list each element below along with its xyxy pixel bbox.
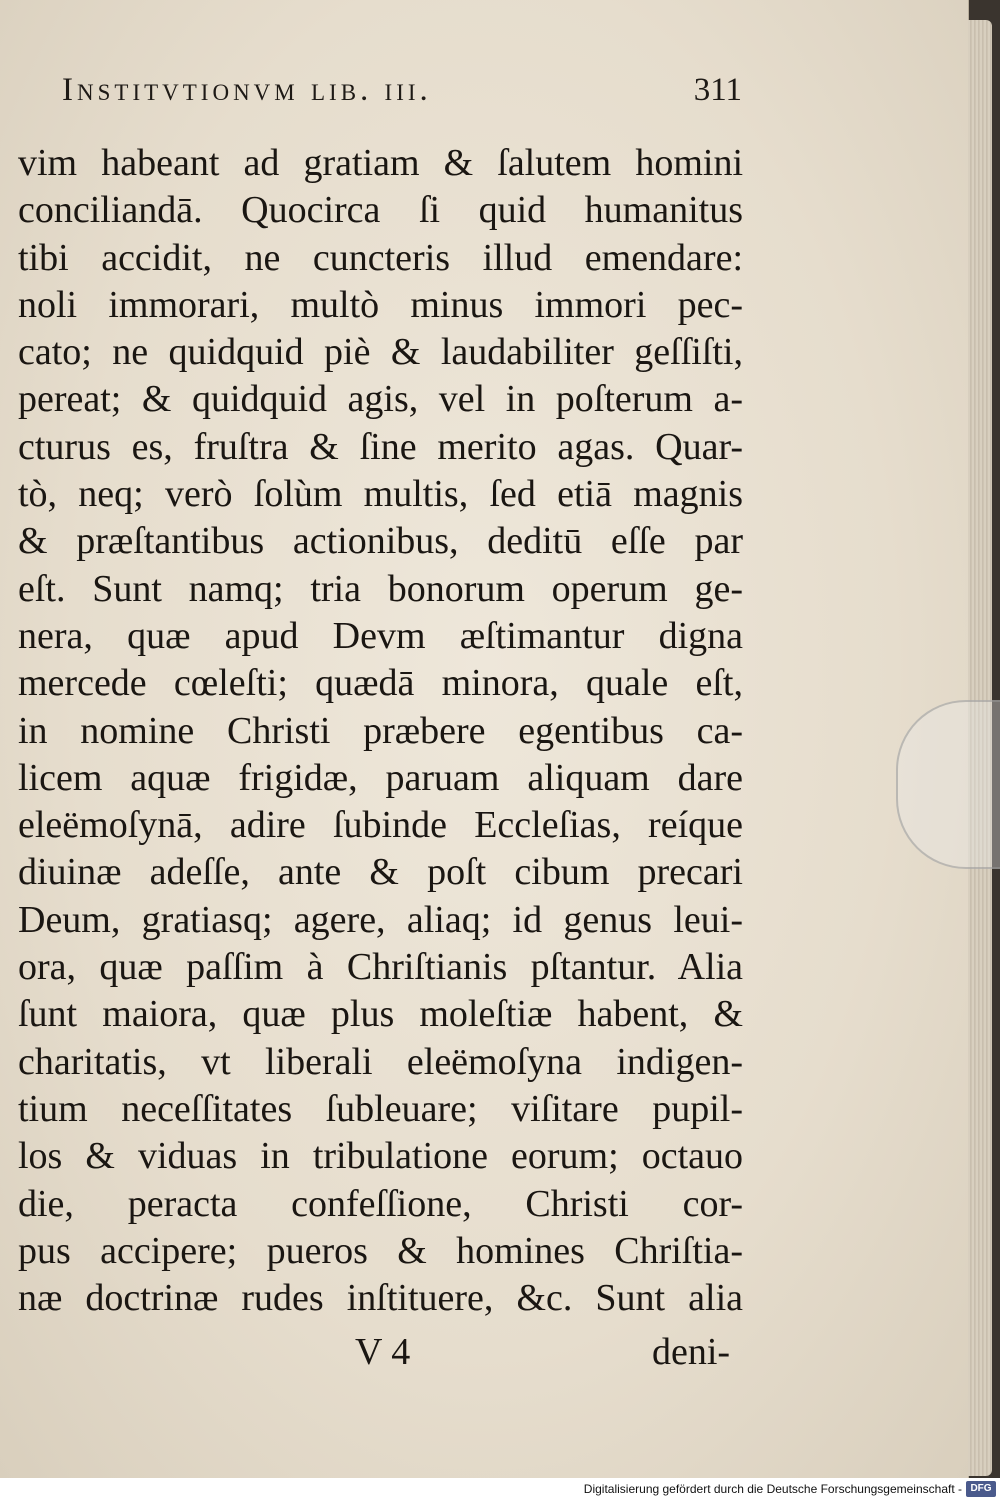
text-line: tibi accidit, ne cuncteris illud emendare:: [18, 236, 743, 279]
text-line: eleëmoſynā, adire ſubinde Eccleſias, reíque: [18, 804, 743, 847]
body-text: [18, 140, 743, 1322]
text-line: & præſtantibus actionibus, deditū eſſe par: [18, 520, 743, 563]
page-number: 311: [693, 72, 742, 108]
text-line: pus accipere; pueros & homines Chriſtia-: [18, 1229, 743, 1272]
text-line: in nomine Christi præbere egentibus ca-: [18, 709, 743, 752]
text-line: ſunt maiora, quæ plus moleſtiæ habent, &: [18, 993, 743, 1036]
credit-text: Digitalisierung gefördert durch die Deutsche Forschungsgemeinschaft -: [583, 1482, 962, 1496]
text-line: tium neceſſitates ſubleuare; viſitare pupil-: [18, 1087, 743, 1130]
running-title: Institvtionvm lib. iii.: [62, 72, 432, 108]
text-line: eſt. Sunt namq; tria bonorum operum ge-: [18, 567, 743, 610]
text-line: diuinæ adeſſe, ante & poſt cibum precari: [18, 851, 743, 894]
text-line: nera, quæ apud Devm æſtimantur digna: [18, 614, 743, 657]
text-line: ora, quæ paſſim à Chriſtianis pſtantur. Alia: [18, 946, 743, 989]
text-line: cato; ne quidquid piè & laudabiliter geſſiſti,: [18, 331, 743, 374]
page-footer: [0, 1330, 968, 1380]
text-line: charitatis, vt liberali eleëmoſyna indigen-: [18, 1040, 743, 1083]
text-line: noli immorari, multò minus immori pec-: [18, 283, 743, 326]
text-line: vim habeant ad gratiam & ſalutem homini: [18, 142, 743, 184]
text-line: licem aquæ frigidæ, paruam aliquam dare: [18, 756, 743, 799]
dfg-logo: DFG: [966, 1481, 996, 1497]
signature-mark: V 4: [355, 1331, 411, 1373]
text-line: conciliandā. Quocirca ſi quid humanitus: [18, 189, 743, 232]
page-clip: [896, 700, 1000, 869]
text-line: cturus es, fruſtra & ſine merito agas. Quar-: [18, 425, 743, 468]
text-line: Deum, gratiasq; agere, aliaq; id genus leui-: [18, 898, 743, 941]
text-line: los & viduas in tribulatione eorum; octauo: [18, 1135, 743, 1178]
digitization-credit-bar: [0, 1478, 1000, 1501]
catchword: deni-: [652, 1331, 731, 1373]
text-line: næ doctrinæ rudes inſtituere, &c. Sunt alia: [18, 1277, 743, 1320]
text-line: mercede cœleſti; quædā minora, quale eſt,: [18, 662, 743, 705]
text-line: tò, neq; verò ſolùm multis, ſed etiā magnis: [18, 473, 743, 516]
text-line: die, peracta confeſſione, Christi cor-: [18, 1182, 743, 1225]
page-header: [62, 72, 742, 122]
text-line: pereat; & quidquid agis, vel in poſterum a-: [18, 378, 743, 421]
